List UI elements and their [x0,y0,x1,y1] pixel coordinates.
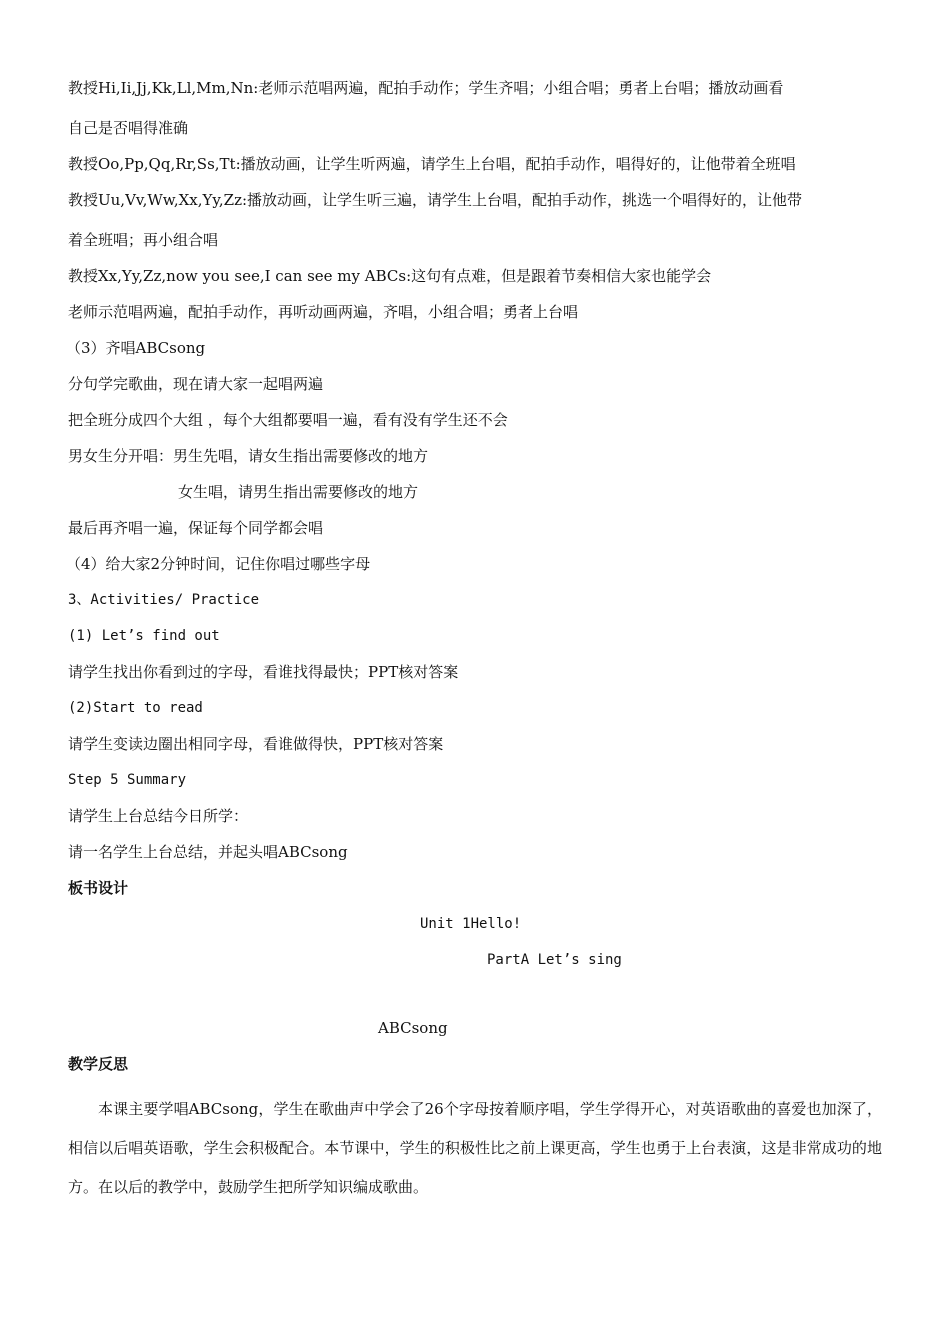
text-line: 3、Activities/ Practice [68,592,260,608]
board-song-title: ABCsong [378,1019,448,1037]
text-line: 请学生找出你看到过的字母，看谁找得最快；PPT核对答案 [68,663,459,681]
text-line: 女生唱，请男生指出需要修改的地方 [178,483,419,501]
text-line: 请学生变读边圈出相同字母，看谁做得快，PPT核对答案 [68,735,444,753]
text-line: 请学生上台总结今日所学： [68,807,249,825]
text-line: 着全班唱；再小组合唱 [68,231,219,249]
text-line: 教授Hi,Ii,Jj,Kk,Ll,Mm,Nn:老师示范唱两遍，配拍手动作；学生齐唱；小组合唱；勇者上台唱；播放动画看 [68,79,784,97]
reflection-heading: 教学反思 [68,1055,129,1073]
text-line: （4）给大家2分钟时间，记住你唱过哪些字母 [66,555,371,573]
text-line: 男女生分开唱：男生先唱，请女生指出需要修改的地方 [68,447,429,465]
text-line: 把全班分成四个大组 ，每个大组都要唱一遍，看有没有学生还不会 [68,411,508,429]
text-line: （3）齐唱ABCsong [66,339,206,357]
text-line: (2)Start to read [68,700,203,716]
text-line: (1) Let’s find out [68,628,220,644]
text-line: 分句学完歌曲，现在请大家一起唱两遍 [68,375,324,393]
text-line: 教授Xx,Yy,Zz,now you see,I can see my ABCs:这句有点难，但是跟着节奏相信大家也能学会 [68,267,712,285]
reflection-paragraph: 本课主要学唱ABCsong，学生在歌曲声中学会了26个字母按着顺序唱，学生学得开心，对英语歌曲的喜爱也加深了，相信以后唱英语歌，学生会积极配合。本节课中，学生的积极性比之前上课更高，学生也勇于上台表演，这是非常成功的地方。在以后的教学中，鼓励学生把所学知识编成歌曲。 [68,1100,882,1196]
text-line: 老师示范唱两遍，配拍手动作，再听动画两遍，齐唱，小组合唱；勇者上台唱 [68,303,579,321]
board-unit-title: Unit 1Hello! [420,916,522,932]
board-part-title: PartA Let’s sing [487,952,622,968]
text-line: 自己是否唱得准确 [68,119,189,137]
text-line: 请一名学生上台总结，并起头唱ABCsong [68,843,348,861]
text-line: Step 5 Summary [68,772,187,788]
board-design-heading: 板书设计 [68,879,129,897]
text-line: 教授Uu,Vv,Ww,Xx,Yy,Zz:播放动画，让学生听三遍，请学生上台唱，配拍手动作，挑选一个唱得好的，让他带 [68,191,803,209]
text-line: 最后再齐唱一遍，保证每个同学都会唱 [68,519,324,537]
text-line: 教授Oo,Pp,Qq,Rr,Ss,Tt:播放动画，让学生听两遍，请学生上台唱，配拍手动作，唱得好的，让他带着全班唱 [68,155,796,173]
